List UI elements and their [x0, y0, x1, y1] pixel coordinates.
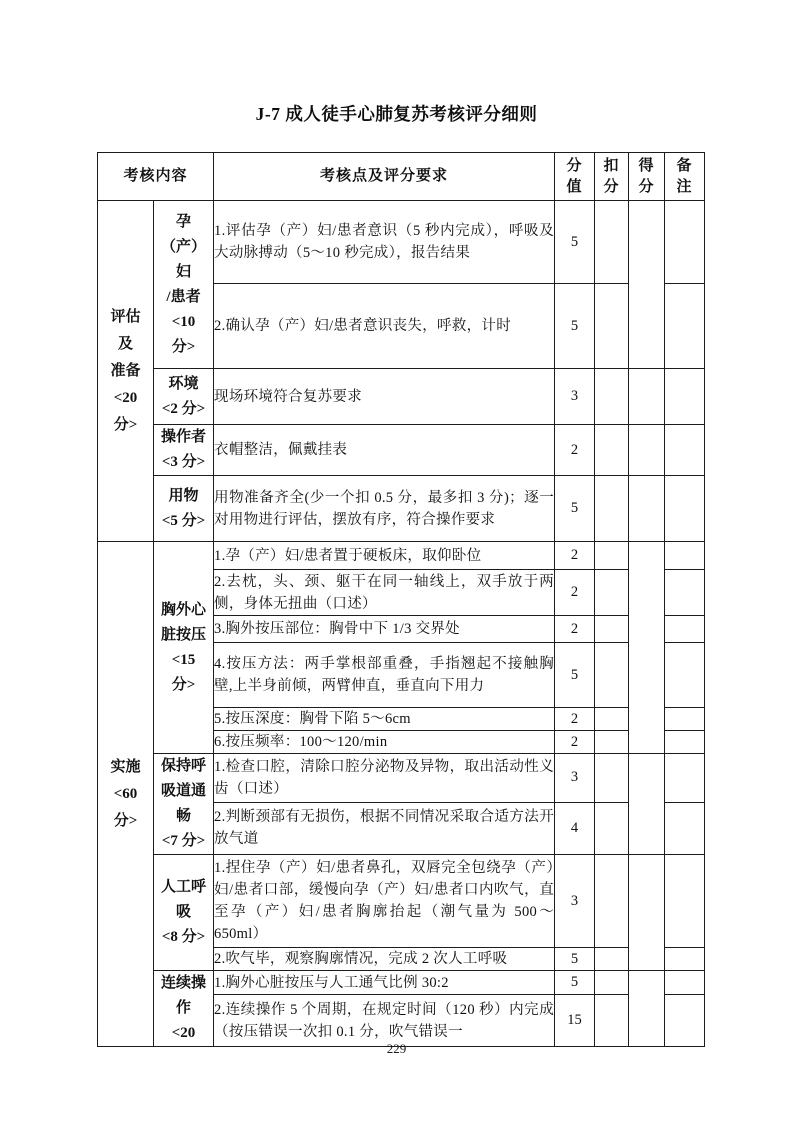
remark-cell — [665, 731, 705, 754]
sub-label-operator: 操作者 <3 分> — [154, 425, 214, 476]
col-header-criteria: 考核点及评分要求 — [214, 153, 555, 201]
criteria-text: 3.胸外按压部位：胸骨中下 1/3 交界处 — [214, 616, 555, 643]
deduction-cell — [595, 284, 629, 369]
criteria-text: 1.评估孕（产）妇/患者意识（5 秒内完成），呼吸及大动脉搏动（5～10 秒完成），报告结果 — [214, 201, 555, 284]
deduction-cell — [595, 201, 629, 284]
col-header-earned: 得 分 — [629, 153, 665, 201]
deduction-cell — [595, 754, 629, 803]
criteria-text: 2.确认孕（产）妇/患者意识丧失，呼救，计时 — [214, 284, 555, 369]
deduction-cell — [595, 476, 629, 542]
earned-cell — [629, 201, 665, 369]
score-value: 2 — [555, 542, 595, 570]
deduction-cell — [595, 731, 629, 754]
remark-cell — [665, 284, 705, 369]
earned-cell — [629, 754, 665, 855]
score-value: 3 — [555, 855, 595, 948]
sub-label-environment: 环境 <2 分> — [154, 369, 214, 425]
criteria-text: 2.连续操作 5 个周期，在规定时间（120 秒）内完成（按压错误一次扣 0.1 分，吹气错误一 — [214, 995, 555, 1047]
remark-cell — [665, 643, 705, 708]
page-title: J-7 成人徒手心肺复苏考核评分细则 — [255, 104, 538, 124]
score-value: 2 — [555, 616, 595, 643]
criteria-text: 1.胸外心脏按压与人工通气比例 30:2 — [214, 971, 555, 995]
criteria-text: 4.按压方法：两手掌根部重叠，手指翘起不接触胸壁,上半身前倾，两臂伸直，垂直向下用力 — [214, 643, 555, 708]
section-label-assessment: 评估 及 准备 <20 分> — [98, 201, 154, 542]
score-value: 5 — [555, 201, 595, 284]
page-number: 229 — [386, 1041, 407, 1056]
score-value: 5 — [555, 476, 595, 542]
table-row — [98, 855, 705, 948]
score-value: 2 — [555, 425, 595, 476]
col-header-score: 分 值 — [555, 153, 595, 201]
table-row — [98, 542, 705, 570]
deduction-cell — [595, 643, 629, 708]
score-value: 5 — [555, 971, 595, 995]
criteria-text: 1.孕（产）妇/患者置于硬板床，取仰卧位 — [214, 542, 555, 570]
table-header-row — [98, 153, 705, 201]
remark-cell — [665, 201, 705, 284]
deduction-cell — [595, 369, 629, 425]
remark-cell — [665, 995, 705, 1047]
sub-label-airway: 保持呼 吸道通 畅 <7 分> — [154, 754, 214, 855]
remark-cell — [665, 754, 705, 803]
table-row — [98, 201, 705, 284]
deduction-cell — [595, 542, 629, 570]
table-row — [98, 476, 705, 542]
deduction-cell — [595, 995, 629, 1047]
deduction-cell — [595, 570, 629, 616]
earned-cell — [629, 542, 665, 754]
earned-cell — [629, 369, 665, 425]
remark-cell — [665, 971, 705, 995]
col-header-content: 考核内容 — [98, 153, 214, 201]
deduction-cell — [595, 616, 629, 643]
remark-cell — [665, 425, 705, 476]
deduction-cell — [595, 802, 629, 854]
table-row — [98, 971, 705, 995]
score-value: 2 — [555, 570, 595, 616]
earned-cell — [629, 476, 665, 542]
scoring-table — [97, 152, 705, 1047]
score-value: 3 — [555, 754, 595, 803]
table-row — [98, 754, 705, 803]
score-value: 2 — [555, 731, 595, 754]
remark-cell — [665, 476, 705, 542]
remark-cell — [665, 570, 705, 616]
score-value: 15 — [555, 995, 595, 1047]
sub-label-compression: 胸外心 脏按压 <15 分> — [154, 542, 214, 754]
criteria-text: 1.检查口腔，清除口腔分泌物及异物，取出活动性义齿（口述） — [214, 754, 555, 803]
criteria-text: 5.按压深度：胸骨下陷 5～6cm — [214, 708, 555, 731]
remark-cell — [665, 708, 705, 731]
deduction-cell — [595, 971, 629, 995]
col-header-remark: 备 注 — [665, 153, 705, 201]
earned-cell — [629, 425, 665, 476]
deduction-cell — [595, 425, 629, 476]
criteria-text: 2.判断颈部有无损伤，根据不同情况采取合适方法开放气道 — [214, 802, 555, 854]
col-header-deduction: 扣 分 — [595, 153, 629, 201]
criteria-text: 2.去枕，头、颈、躯干在同一轴线上，双手放于两侧，身体无扭曲（口述） — [214, 570, 555, 616]
score-value: 5 — [555, 948, 595, 971]
sub-label-continuous: 连续操 作 <20 — [154, 971, 214, 1047]
remark-cell — [665, 948, 705, 971]
remark-cell — [665, 542, 705, 570]
remark-cell — [665, 855, 705, 948]
section-label-implementation: 实施 <60 分> — [98, 542, 154, 1047]
earned-cell — [629, 855, 665, 971]
table-row — [98, 369, 705, 425]
criteria-text: 现场环境符合复苏要求 — [214, 369, 555, 425]
score-value: 3 — [555, 369, 595, 425]
criteria-text: 2.吹气毕，观察胸廓情况，完成 2 次人工呼吸 — [214, 948, 555, 971]
remark-cell — [665, 369, 705, 425]
earned-cell — [629, 971, 665, 1047]
remark-cell — [665, 616, 705, 643]
deduction-cell — [595, 948, 629, 971]
table-row — [98, 425, 705, 476]
criteria-text: 6.按压频率：100～120/min — [214, 731, 555, 754]
deduction-cell — [595, 855, 629, 948]
score-value: 2 — [555, 708, 595, 731]
criteria-text: 用物准备齐全(少一个扣 0.5 分，最多扣 3 分)；逐一对用物进行评估，摆放有序，符合操作要求 — [214, 476, 555, 542]
score-value: 5 — [555, 284, 595, 369]
sub-label-supplies: 用物 <5 分> — [154, 476, 214, 542]
criteria-text: 衣帽整洁，佩戴挂表 — [214, 425, 555, 476]
deduction-cell — [595, 708, 629, 731]
remark-cell — [665, 802, 705, 854]
score-value: 5 — [555, 643, 595, 708]
score-value: 4 — [555, 802, 595, 854]
criteria-text: 1.捏住孕（产）妇/患者鼻孔，双唇完全包绕孕（产）妇/患者口部，缓慢向孕（产）妇/患者口内吹气，直至孕（产）妇/患者胸廓抬起（潮气量为 500～650ml） — [214, 855, 555, 948]
sub-label-patient: 孕 （产） 妇 /患者 <10 分> — [154, 201, 214, 369]
sub-label-breathing: 人工呼 吸 <8 分> — [154, 855, 214, 971]
